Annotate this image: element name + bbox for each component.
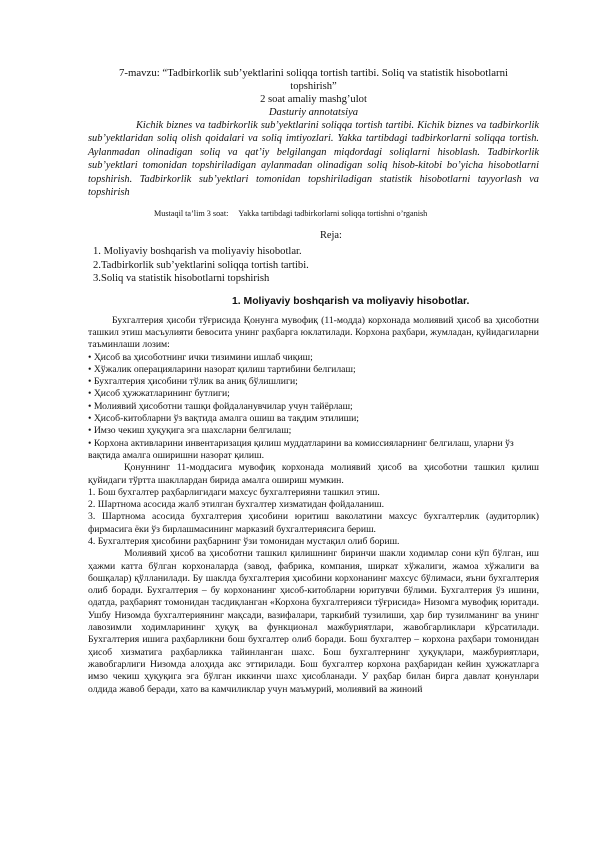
list-item: • Хўжалик операцияларини назорат қилиш тартибини белгилаш;	[88, 363, 356, 375]
annotation-text: Kichik biznes va tadbirkorlik sub’yektlarini soliqqa tortish tartibi. Kichik biznes va tadbirkorlik sub’yektlaridan soliq olish qoidalari va soliq imtiyozlari. Yakka tartibdagi tadbirkorlarni soliqqa tortish. Aylanmadan olinadigan soliq va qat’iy belgilangan miqdordagi soliqlarni hisoblash. Tadbirkorlik sub’yektlari tomonidan topshiriladigan aylanmadan olinadigan soliq hisob-kitobi bo’yicha hisobotlarni topshirish. Tadbirkorlik sub’yektlari tomonidan topshiriladigan statistik hisobotlarni tayyorlash va topshirish	[88, 120, 539, 199]
list-item: 4. Бухгалтерия ҳисобини раҳбарнинг ўзи томонидан мустақил олиб бориш.	[88, 536, 400, 547]
lesson-hours: 2 soat amaliy mashg’ulot	[260, 94, 367, 105]
plan-heading: Reja:	[320, 230, 342, 242]
list-item: • Ҳисоб-китобларни ўз вақтида амалга ошиш ва тақдим этилиши;	[88, 413, 359, 425]
forms-intro-paragraph: Қонуннинг 11-моддасига мувофиқ корхонада молиявий ҳисоб ва ҳисоботни ташкил қилиш қуйидаги тўртта шакллардан бирида амалга ошириш мумкин.	[88, 462, 539, 486]
plan-item: 3.Soliq va statistik hisobotlarni topshirish	[93, 273, 270, 285]
list-item: • Бухгалтерия ҳисобини тўлик ва аниқ бўлишлиги;	[88, 376, 298, 388]
topic-title-line1: 7-mavzu: “Tadbirkorlik sub’yektlarini soliqqa tortish tartibi. Soliq va statistik hisobotlarni	[118, 67, 509, 79]
list-item: • Ҳисоб ҳужжатларининг бутлиги;	[88, 388, 230, 400]
duties-list	[88, 352, 539, 463]
independent-study	[88, 208, 539, 219]
list-item: • Имзо чекиш ҳуқуқига эга шахсларни белгилаш;	[88, 425, 292, 437]
list-item: • Молиявий ҳисоботни ташқи фойдаланувчилар учун тайёрлаш;	[88, 400, 353, 412]
list-item: 1. Бош бухгалтер раҳбарлигидаги махсус бухгалтерияни ташкил этиш.	[88, 486, 380, 498]
topic-title-line2: topshirish”	[290, 81, 337, 92]
independent-study-label: Mustaqil ta’lim 3 soat:	[154, 209, 229, 219]
section-heading: 1. Moliyaviy boshqarish va moliyaviy hisobotlar.	[232, 295, 470, 307]
closing-paragraph: Молиявий ҳисоб ва ҳисоботни ташкил қилишнинг биринчи шакли ходимлар сони кўп бўлган, иш ҳажми катта бўлган корхоналарда (завод, фабрика, компания, ширкат хўжалиги, жамоа хўжалиги ва бошқалар) қўлланилади. Бу шаклда бухгалтерия ҳисобини корхонанинг махсус бўлимаси, яъни бухгалтерия олиб боради. Бухгалтерия – бу корхонанинг ҳисоб-китобларни юритувчи бўлими. Бухгалтерия ўз ишини, одатда, раҳбарият томонидан тасдиқланган «Корхона бухгалтерияси тўғрисида» Низомга мувофиқ юритади. Ушбу Низомда бухгалтериянинг мақсади, вазифалари, таркибий тузилиши, ҳар бир тузилманинг ва унинг лавозимли ходимларининг ҳуқуқ ва функционал мажбуриятлари, жавобгарликлари кўрсатилади. Бухгалтерия ишига раҳбарликни бош бухгалтер олиб боради. Бош бухгалтер – корхона раҳбари томонидан ҳисоб хизматига раҳбарликка тайинланган шахс. Бош бухгалтернинг ҳуқуқлари, мажбуриятлари, жавобгарлиги Низомда алоҳида акс эттирилади. Бош бухгалтер корхона раҳбаридан кейин ҳужжатларга имзо чекиш ҳуқуқига эга бўлган иккинчи шахс ҳисобланади. У раҳбар билан бирга давлат қонунлари олдида жавоб беради, хато ва камчиликлар учун маъмурий, молиявий ва жиноий	[88, 548, 539, 695]
list-item: • Ҳисоб ва ҳисоботнинг ички тизимини ишлаб чиқиш;	[88, 351, 313, 363]
plan-item: 2.Tadbirkorlik sub’yektlarini soliqqa tortish tartibi.	[93, 259, 309, 271]
list-item: 3. Шартнома асосида бухгалтерия ҳисобини юритиш ваколатини махсус бухгалтерлик (аудиторлик) фирмасига ёки ўз бирлашмасининг марказий бухгалтериясига бериш.	[88, 511, 539, 535]
plan-list	[88, 245, 539, 285]
independent-study-text: Yakka tartibdagi tadbirkorlarni soliqqa tortishni o’rganish	[238, 209, 428, 219]
list-item: 2. Шартнома асосида жалб этилган бухгалтер хизматидан фойдаланиш.	[88, 499, 385, 511]
section-intro-paragraph: Бухгалтерия ҳисоби тўғрисида Қонунга мувофиқ (11-модда) корхонада молиявий ҳисоб ва ҳисоботни ташкил этиш масъулияти бевосита унинг раҳбарга юклатилади. Корхона раҳбари, жумладан, қуйидагиларни таъминлаши лозим:	[88, 314, 539, 351]
forms-list	[88, 487, 539, 548]
annotation-heading: Dasturiy annotatsiya	[268, 107, 359, 118]
list-item: • Корхона активларини инвентаризация қилиш муддатларини ва комиссияларнинг белгилаш, уларни ўз вақтида амалга оширишни назорат қилиш.	[88, 437, 514, 461]
plan-item: 1. Moliyaviy boshqarish va moliyaviy hisobotlar.	[93, 246, 302, 258]
